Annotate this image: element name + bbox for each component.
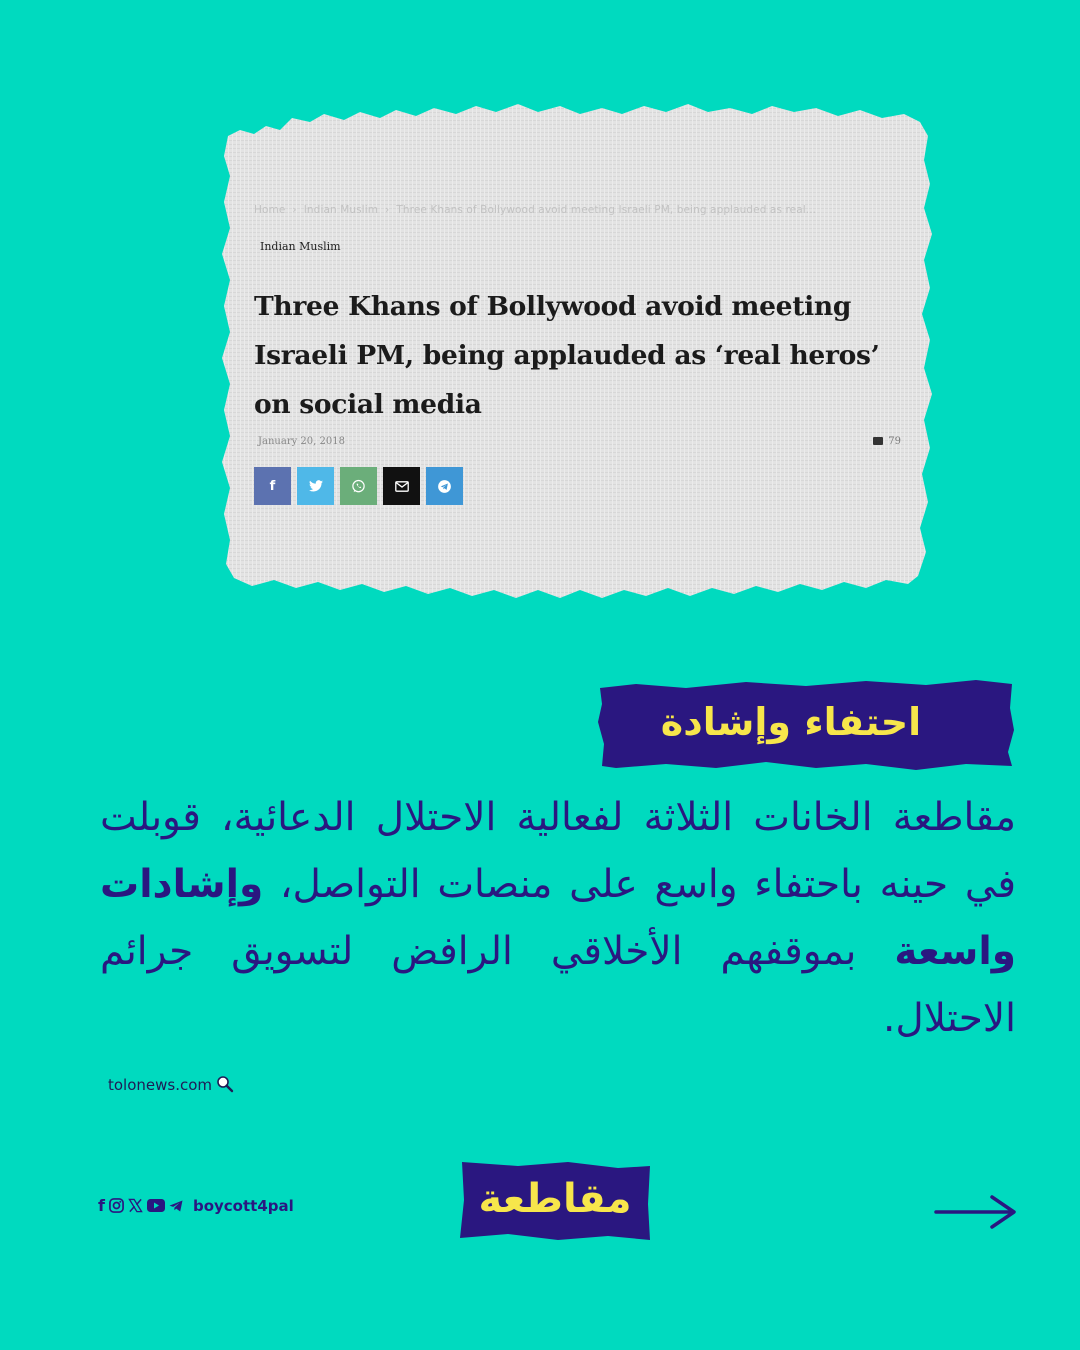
section-tag: [596, 678, 1016, 772]
telegram-icon[interactable]: [169, 1200, 183, 1212]
share-buttons: [254, 467, 463, 505]
x-icon[interactable]: [128, 1198, 143, 1213]
comment-count[interactable]: [873, 436, 901, 447]
breadcrumb: Home › Indian Muslim › Three Khans of Bollywood avoid meeting Israeli PM, being applauded as real...: [254, 204, 817, 216]
breadcrumb-category[interactable]: Indian Muslim: [303, 204, 379, 216]
tag-label: احتفاء وإشادة: [660, 700, 922, 744]
comment-count-value: 79: [888, 436, 901, 447]
facebook-share-button[interactable]: [254, 467, 291, 505]
facebook-icon: f: [269, 478, 276, 494]
instagram-icon[interactable]: [109, 1198, 124, 1213]
footer-social: [98, 1196, 294, 1215]
breadcrumb-current: Three Khans of Bollywood avoid meeting Israeli PM, being applauded as real...: [396, 204, 817, 216]
next-arrow-icon[interactable]: [934, 1192, 1018, 1232]
body-paragraph: [100, 784, 1016, 1052]
email-share-button[interactable]: [383, 467, 420, 505]
article-headline: Three Khans of Bollywood avoid meeting Israeli PM, being applauded as ‘real heros’ on social media: [254, 291, 880, 420]
logo-text: مقاطعة: [478, 1176, 632, 1222]
article-meta: [258, 436, 901, 452]
source-text: tolonews.com: [108, 1076, 213, 1094]
breadcrumb-home[interactable]: Home: [254, 204, 286, 216]
body-part-1: مقاطعة الخانات الثلاثة لفعالية الاحتلال الدعائية، قوبلت في حينه باحتفاء واسع على منصات التواصل،: [100, 795, 1016, 907]
article-clipping: [220, 100, 935, 605]
brand-logo: [458, 1160, 652, 1242]
twitter-share-button[interactable]: [297, 467, 334, 505]
body-part-2: بموقفهم الأخلاقي الرافض لتسويق جرائم الاحتلال.: [100, 929, 1016, 1041]
comment-icon: [873, 437, 883, 445]
article-date: January 20, 2018: [258, 436, 345, 447]
email-icon: [395, 481, 409, 492]
telegram-icon: [437, 479, 452, 494]
source-credit: [108, 1075, 235, 1095]
telegram-share-button[interactable]: [426, 467, 463, 505]
category-label[interactable]: Indian Muslim: [260, 240, 341, 253]
whatsapp-icon: [351, 479, 366, 494]
twitter-icon: [309, 480, 323, 492]
magnifier-icon: [215, 1075, 235, 1095]
youtube-icon[interactable]: [147, 1199, 165, 1212]
body-bold: وإشادات واسعة: [100, 862, 1016, 974]
social-handle[interactable]: boycott4pal: [192, 1196, 294, 1215]
whatsapp-share-button[interactable]: [340, 467, 377, 505]
facebook-icon[interactable]: f: [98, 1196, 105, 1215]
